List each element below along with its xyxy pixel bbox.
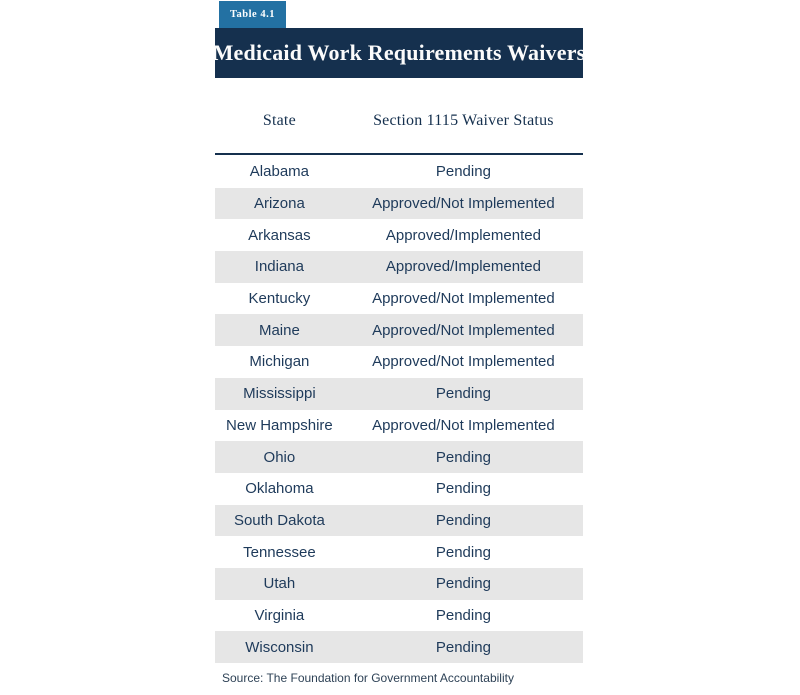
table-body — [215, 156, 583, 663]
state-cell: Michigan — [249, 353, 310, 371]
state-cell: South Dakota — [233, 511, 325, 529]
state-cell: Indiana — [254, 258, 304, 276]
title-bar — [212, 28, 586, 78]
table-row — [215, 631, 583, 663]
status-cell: Approved/Implemented — [385, 258, 541, 276]
table-row — [215, 568, 583, 600]
table-row — [215, 378, 583, 410]
table-row — [215, 600, 583, 632]
table-row — [215, 346, 583, 378]
table-number-label: Table 4.1 — [230, 9, 275, 20]
status-cell: Pending — [435, 448, 491, 466]
table-row — [215, 505, 583, 537]
status-cell: Pending — [435, 575, 491, 593]
state-cell: Tennessee — [243, 543, 316, 561]
table-row — [215, 156, 583, 188]
status-cell: Pending — [435, 606, 491, 624]
table-row — [215, 219, 583, 251]
table-row — [215, 473, 583, 505]
table-row — [215, 251, 583, 283]
state-cell: Utah — [263, 575, 296, 593]
state-cell: Arkansas — [248, 226, 311, 244]
state-cell: Arizona — [253, 195, 305, 213]
state-cell: Alabama — [249, 163, 309, 181]
state-cell: Kentucky — [248, 290, 311, 308]
status-cell: Pending — [435, 385, 491, 403]
table-row — [215, 314, 583, 346]
status-cell: Approved/Not Implemented — [372, 195, 555, 213]
status-cell: Approved/Not Implemented — [372, 416, 555, 434]
header-divider — [215, 153, 583, 155]
column-header-status: Section 1115 Waiver Status — [373, 112, 554, 129]
status-cell: Pending — [435, 480, 491, 498]
table-row — [215, 441, 583, 473]
status-cell: Approved/Implemented — [385, 226, 541, 244]
column-headers — [215, 102, 583, 140]
status-cell: Pending — [435, 511, 491, 529]
table-row — [215, 536, 583, 568]
status-cell: Approved/Not Implemented — [372, 290, 555, 308]
source-note: Source: The Foundation for Government Accountability — [222, 671, 514, 685]
figure-title: Medicaid Work Requirements Waivers — [212, 40, 586, 65]
status-cell: Pending — [435, 163, 491, 181]
status-cell: Approved/Not Implemented — [372, 321, 555, 339]
state-cell: Mississippi — [243, 385, 316, 403]
state-cell: Oklahoma — [245, 480, 314, 498]
table-row — [215, 283, 583, 315]
status-cell: Approved/Not Implemented — [372, 353, 555, 371]
state-cell: Ohio — [263, 448, 296, 466]
state-cell: Virginia — [254, 606, 305, 624]
status-cell: Pending — [435, 543, 491, 561]
table-row — [215, 410, 583, 442]
state-cell: Wisconsin — [245, 638, 314, 656]
table-row — [215, 188, 583, 220]
status-cell: Pending — [435, 638, 491, 656]
table-number-tab — [219, 1, 286, 28]
state-cell: New Hampshire — [226, 416, 333, 434]
state-cell: Maine — [258, 321, 300, 339]
column-header-state: State — [262, 112, 296, 129]
